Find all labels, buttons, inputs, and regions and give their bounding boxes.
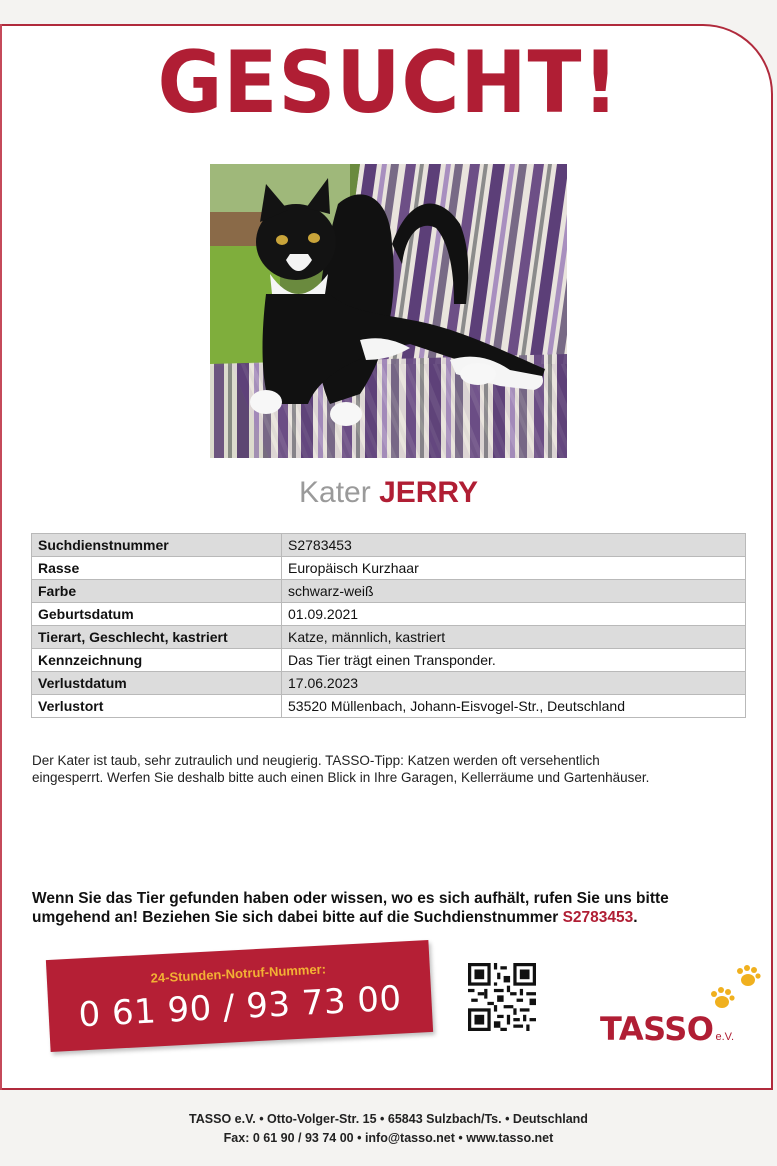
- details-table: [31, 533, 746, 718]
- description-line: Der Kater ist taub, sehr zutraulich und neugierig. TASSO-Tipp: Katzen werden oft versehentlich: [32, 753, 600, 768]
- hotline-label: 24-Stunden-Notruf-Nummer:: [150, 961, 327, 986]
- footer: [0, 1110, 777, 1148]
- detail-value: S2783453: [282, 534, 746, 557]
- table-row: [32, 626, 746, 649]
- callout-line-2: [32, 908, 752, 927]
- cat-name-value: JERRY: [379, 476, 478, 509]
- table-row: [32, 557, 746, 580]
- callout-line: Wenn Sie das Tier gefunden haben oder wissen, wo es sich aufhält, rufen Sie uns bitte: [32, 890, 669, 907]
- cat-photo: [210, 164, 567, 458]
- detail-label: Rasse: [32, 557, 282, 580]
- table-row: [32, 672, 746, 695]
- detail-value: schwarz-weiß: [282, 580, 746, 603]
- poster-left-rule: [0, 24, 2, 1090]
- callout-end: .: [633, 909, 638, 926]
- tasso-logo: [600, 1010, 740, 1050]
- table-row: [32, 695, 746, 718]
- detail-label: Verlustdatum: [32, 672, 282, 695]
- description: [32, 752, 752, 786]
- poster-title: GESUCHT!: [157, 33, 620, 133]
- tasso-logo-suffix: e.V.: [715, 1031, 735, 1043]
- detail-value: 01.09.2021: [282, 603, 746, 626]
- description-line: eingesperrt. Werfen Sie deshalb bitte auch einen Blick in Ihre Garagen, Kellerräume und Gartenhäuser.: [32, 770, 650, 785]
- hotline-phone[interactable]: 0 61 90 / 93 73 00: [77, 978, 403, 1036]
- cat-name-prefix: Kater: [299, 476, 371, 509]
- detail-label: Kennzeichnung: [32, 649, 282, 672]
- callout-text: umgehend an! Beziehen Sie sich dabei bitte auf die Suchdienstnummer: [32, 909, 559, 926]
- detail-label: Tierart, Geschlecht, kastriert: [32, 626, 282, 649]
- callout-search-number: S2783453: [562, 909, 634, 926]
- detail-value: Europäisch Kurzhaar: [282, 557, 746, 580]
- detail-label: Farbe: [32, 580, 282, 603]
- cat-name: [0, 478, 777, 508]
- detail-label: Suchdienstnummer: [32, 534, 282, 557]
- table-row: [32, 534, 746, 557]
- detail-value: 17.06.2023: [282, 672, 746, 695]
- tasso-logo-word: TASSO: [600, 1010, 714, 1048]
- footer-address: TASSO e.V. • Otto-Volger-Str. 15 • 65843 Sulzbach/Ts. • Deutschland: [189, 1112, 588, 1126]
- detail-value: 53520 Müllenbach, Johann-Eisvogel-Str., Deutschland: [282, 695, 746, 718]
- detail-value: Das Tier trägt einen Transponder.: [282, 649, 746, 672]
- qr-code-icon[interactable]: [468, 963, 536, 1031]
- footer-contact: Fax: 0 61 90 / 93 74 00 • info@tasso.net • www.tasso.net: [223, 1131, 554, 1145]
- call-to-action: [32, 889, 752, 927]
- detail-value: Katze, männlich, kastriert: [282, 626, 746, 649]
- table-row: [32, 603, 746, 626]
- detail-label: Geburtsdatum: [32, 603, 282, 626]
- table-row: [32, 649, 746, 672]
- detail-label: Verlustort: [32, 695, 282, 718]
- table-row: [32, 580, 746, 603]
